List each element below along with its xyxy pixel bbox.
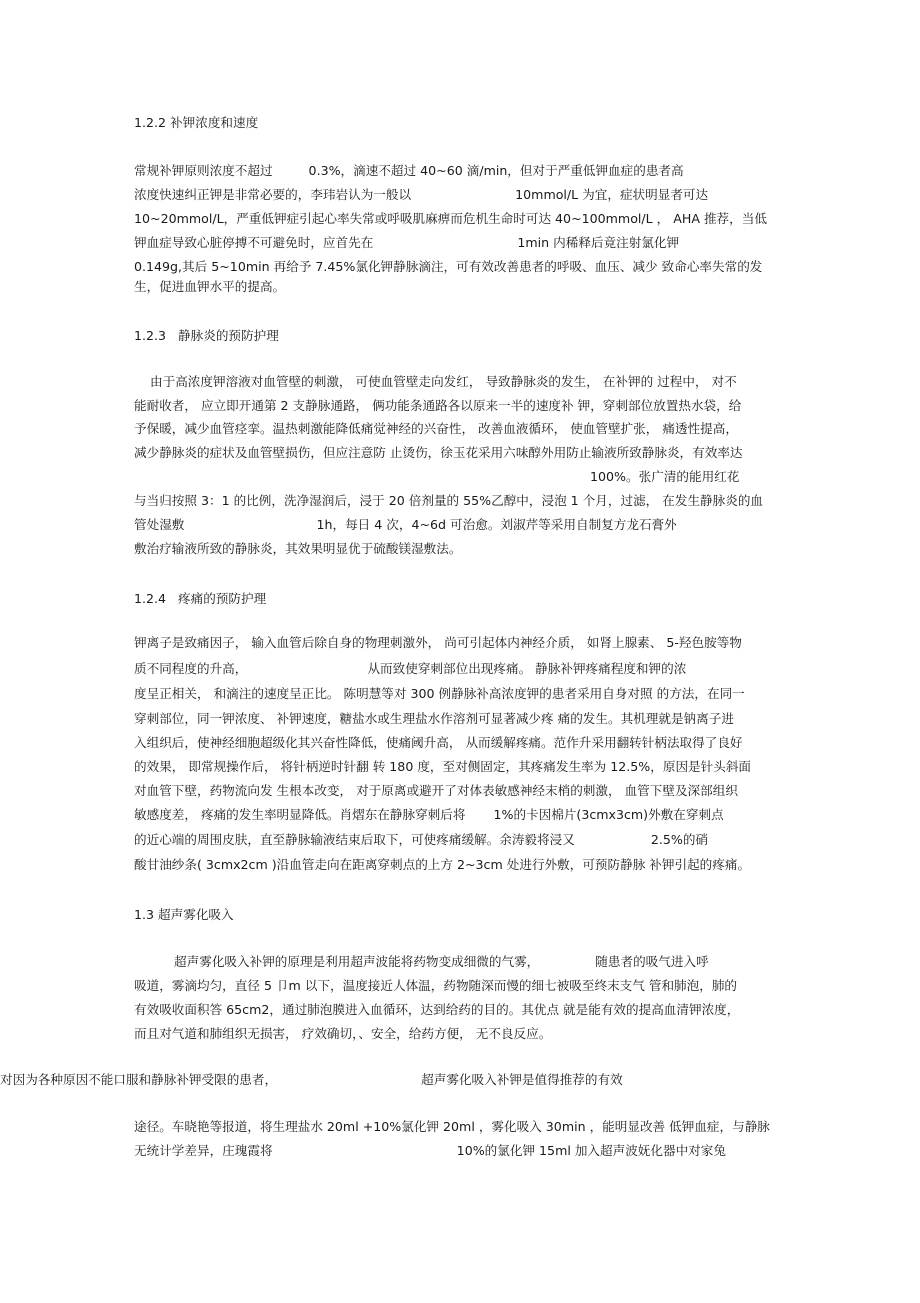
paragraph-line: 敷治疗输液所致的静脉炎，其效果明显优于硫酸镁湿敷法。: [134, 541, 462, 556]
paragraph-line: 酸甘油纱条( 3cmx2cm )沿血管走向在距离穿刺点的上方 2~3cm 处进行外敷，可预防静脉 补钾引起的疼痛。: [134, 857, 751, 872]
heading-1-2-2: 1.2.2 补钾浓度和速度: [134, 115, 259, 130]
paragraph-line: 常规补钾原则浓度不超过 0.3%，滴速不超过 40~60 滴/min，但对于严重低钾血症的患者高: [134, 163, 684, 178]
paragraph-line: 0.149g,其后 5~10min 再给予 7.45%氯化钾静脉滴注，可有效改善患者的呼吸、血压、减少 致命心率失常的发: [134, 259, 763, 274]
paragraph-line: 度呈正相关， 和滴注的速度呈正比。 陈明慧等对 300 例静脉补高浓度钾的患者采用自身对照 的方法，在同一: [134, 686, 745, 701]
paragraph-line: 而且对气道和肺组织无损害， 疗效确切，、安全，给药方便， 无不良反应。: [134, 1026, 552, 1041]
paragraph-line: 予保暖，减少血管痉挛。温热刺激能降低痛觉神经的兴奋性， 改善血液循环， 使血管壁扩张， 痛透性提高，: [134, 421, 738, 436]
paragraph-line: 由于高浓度钾溶液对血管壁的刺激， 可使血管壁走向发红， 导致静脉炎的发生， 在补钾的 过程中， 对不: [134, 374, 737, 389]
paragraph-line: 质不同程度的升高， 从而致使穿刺部位出现疼痛。 静脉补钾疼痛程度和钾的浓: [134, 661, 687, 676]
paragraph-line: 减少静脉炎的症状及血管壁损伤，但应注意防 止烫伤，徐玉花采用六味醇外用防止输液所致静脉炎，有效率达: [134, 445, 743, 460]
paragraph-line: 对血管下壁，药物流向发 生根本改变， 对于原离或避开了对体表敏感神经末梢的刺激， 血管下壁及深部组织: [134, 783, 738, 798]
paragraph-line: 与当归按照 3：1 的比例，洗净湿润后，浸于 20 倍剂量的 55%乙醇中，浸泡 1 个月，过滤， 在发生静脉炎的血: [134, 493, 764, 508]
paragraph-line: 无统计学差异，庄瑰霞将 10%的氯化钾 15ml 加入超声波妩化器中对家兔: [134, 1143, 726, 1158]
paragraph-line: 超声雾化吸入补钾的原理是利用超声波能将药物变成细微的气雾， 随患者的吸气进入呼: [134, 954, 709, 969]
paragraph-line: 的效果， 即常规操作后， 将针柄逆时针翻 转 180 度，至对侧固定，其疼痛发生率为 12.5%，原因是针头斜面: [134, 759, 752, 774]
paragraph-line: 吸道，雾滴均匀，直径 5 卩m 以下，温度接近人体温，药物随深而慢的细七被吸至终末支气 管和肺泡，肺的: [134, 978, 738, 993]
paragraph-line: 10~20mmol/L，严重低钾症引起心率失常或呼吸肌麻痹而危机生命时可达 40~100mmol/L ， AHA 推荐，当低: [134, 211, 767, 226]
paragraph-line: 的近心端的周围皮肤，直至静脉输液结束后取下，可使疼痛缓解。余涛毅将浸又 2.5%的硝: [134, 832, 709, 847]
heading-1-2-3: 1.2.3 静脉炎的预防护理: [134, 328, 279, 343]
heading-1-2-4: 1.2.4 疼痛的预防护理: [134, 591, 267, 606]
paragraph-line: 100%。张广清的能用红花: [590, 469, 740, 484]
paragraph-line: 管处湿敷 1h，每日 4 次，4~6d 可治愈。刘淑芹等采用自制复方龙石膏外: [134, 517, 677, 532]
paragraph-line: 对因为各种原因不能口服和静脉补钾受限的患者， 超声雾化吸入补钾是值得推荐的有效: [0, 1072, 623, 1087]
paragraph-line: 途径。车晓艳等报道，将生理盐水 20ml +10%氯化钾 20ml ，雾化吸入 30min ，能明显改善 低钾血症，与静脉: [134, 1119, 770, 1134]
paragraph-line: 敏感度差， 疼痛的发生率明显降低。肖熠东在静脉穿刺后将 1%的卡因棉片(3cmx3cm)外敷在穿刺点: [134, 807, 724, 822]
paragraph-line: 钾离子是致痛因子， 输入血管后除自身的物理刺激外， 尚可引起体内神经介质， 如肾上腺素、 5-羟色胺等物: [134, 635, 742, 650]
paragraph-line: 入组织后，使神经细胞超级化其兴奋性降低，使痛阈升高， 从而缓解疼痛。范作升采用翻转针柄法取得了良好: [134, 735, 743, 750]
paragraph-line: 生，促进血钾水平的提高。: [134, 279, 286, 294]
paragraph-line: 浓度快速纠正钾是非常必要的，李玮岩认为一般以 10mmol/L 为宜，症状明显者可达: [134, 187, 709, 202]
paragraph-line: 能耐收者， 应立即开通第 2 支静脉通路， 俩功能条通路各以原来一半的速度补 钾，穿刺部位放置热水袋，给: [134, 398, 742, 413]
paragraph-line: 钾血症导致心脏停搏不可避免时，应首先在 1min 内稀释后竟注射氯化钾: [134, 235, 680, 250]
paragraph-line: 穿刺部位，同一钾浓度、 补钾速度，糖盐水或生理盐水作溶剂可显著减少疼 痛的发生。其机理就是钠离子进: [134, 711, 734, 726]
paragraph-line: 有效吸收面积答 65cm2，通过肺泡膜进入血循环，达到给药的目的。其优点 就是能有效的提高血清钾浓度，: [134, 1002, 740, 1017]
heading-1-3: 1.3 超声雾化吸入: [134, 907, 234, 922]
